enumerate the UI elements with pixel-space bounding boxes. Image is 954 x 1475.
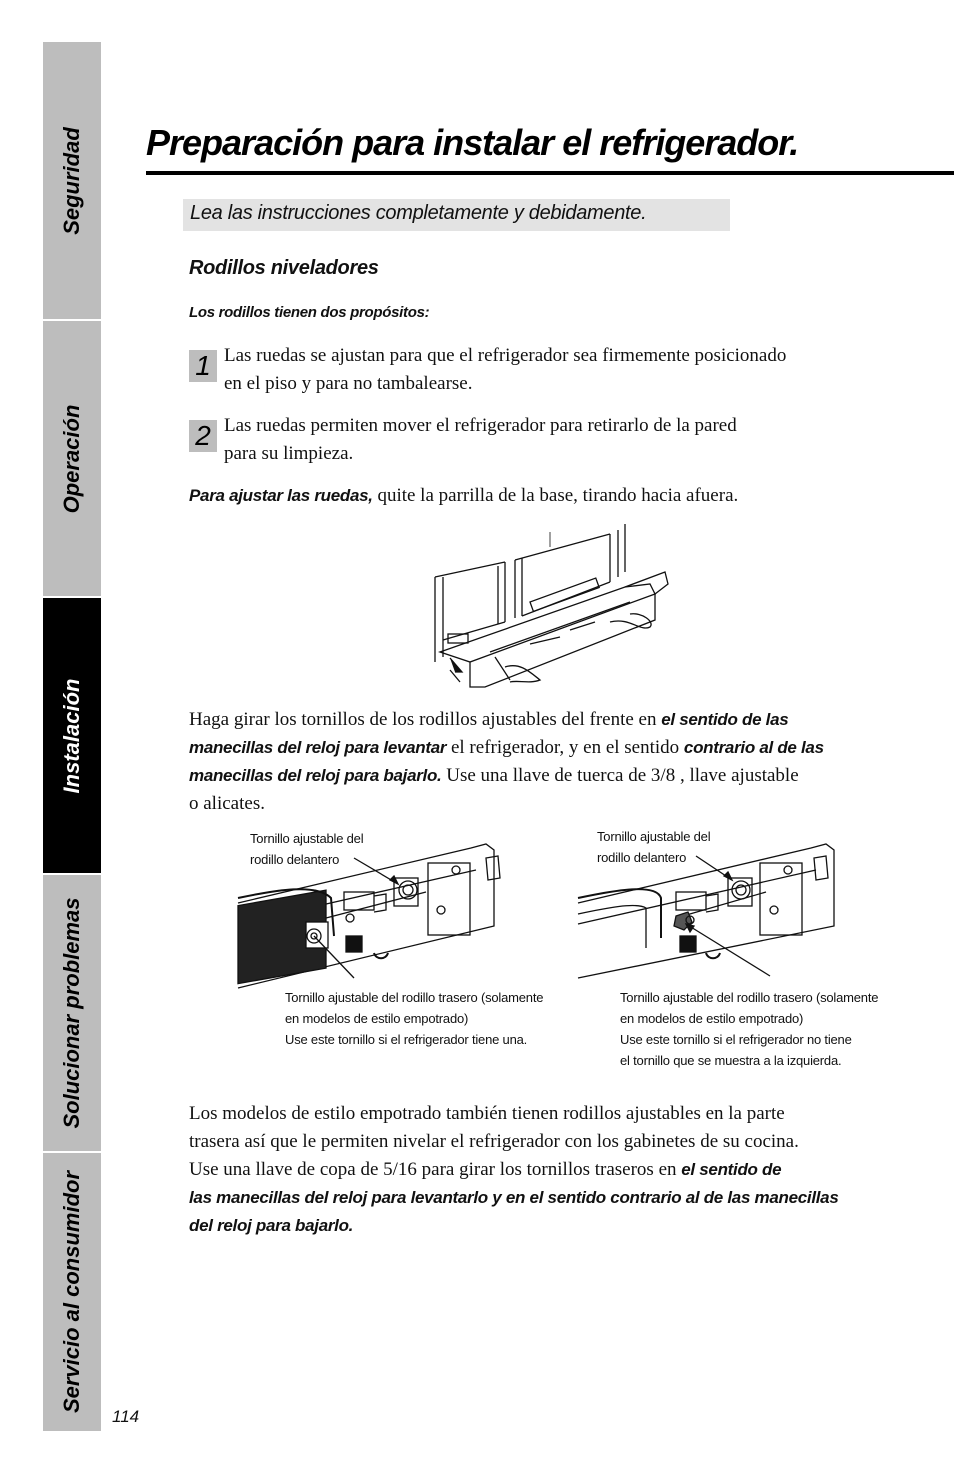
turn-bold: el sentido de las <box>661 710 789 729</box>
tab-label: Seguridad <box>59 126 84 235</box>
turn-screws-paragraph <box>189 706 919 818</box>
adjust-bold: Para ajustar las ruedas, <box>189 486 373 505</box>
caption-line: Tornillo ajustable del <box>597 829 711 844</box>
title-rule <box>146 171 954 175</box>
adjust-paragraph <box>189 482 738 510</box>
sidebar-tabs <box>43 42 101 1431</box>
caption-line: Tornillo ajustable del rodillo trasero (solamente <box>285 990 544 1005</box>
turn-text: o alicates. <box>189 793 265 814</box>
roller-adjust-diagram-right <box>576 828 866 990</box>
builtin-text: Use una llave de copa de 5/16 para girar los tornillos traseros en <box>189 1159 682 1180</box>
builtin-models-paragraph <box>189 1100 929 1240</box>
base-grille-removal-illustration <box>410 522 680 690</box>
right-rear-roller-label <box>620 987 878 1071</box>
caption-line: en modelos de estilo empotrado) <box>620 1011 804 1026</box>
caption-line: Use este tornillo si el refrigerador tiene una. <box>285 1032 528 1047</box>
step-number-1: 1 <box>189 350 217 382</box>
builtin-bold: el sentido de <box>681 1160 782 1179</box>
caption-line: en modelos de estilo empotrado) <box>285 1011 469 1026</box>
builtin-bold: las manecillas del reloj para levantarlo y en el sentido contrario al de las manecillas <box>189 1188 839 1207</box>
caption-line: rodillo delantero <box>250 852 340 867</box>
page-title: Preparación para instalar el refrigerador. <box>146 122 799 163</box>
step-line: en el piso y para no tambalearse. <box>224 373 473 394</box>
tab-label: Solucionar problemas <box>59 897 84 1129</box>
section-heading: Rodillos niveladores <box>189 257 379 279</box>
turn-bold: manecillas del reloj para levantar <box>189 738 447 757</box>
tab-label: Instalación <box>59 678 84 793</box>
instruction-banner <box>183 199 730 231</box>
caption-line: Use este tornillo si el refrigerador no tiene <box>620 1032 852 1047</box>
builtin-line: Los modelos de estilo empotrado también tienen rodillos ajustables en la parte <box>189 1103 785 1124</box>
step-line: Las ruedas permiten mover el refrigerador para retirarlo de la pared <box>224 415 737 436</box>
step-number-2: 2 <box>189 420 217 452</box>
caption-line: el tornillo que se muestra a la izquierda. <box>620 1053 842 1068</box>
builtin-line: trasera así que le permiten nivelar el refrigerador con los gabinetes de su cocina. <box>189 1131 799 1152</box>
step-line: Las ruedas se ajustan para que el refrigerador sea firmemente posicionado <box>224 345 787 366</box>
adjust-text: quite la parrilla de la base, tirando hacia afuera. <box>372 485 739 506</box>
turn-text: el refrigerador, y en el sentido <box>446 737 684 758</box>
tab-seguridad[interactable] <box>43 42 101 321</box>
tab-operacion[interactable] <box>43 321 101 598</box>
left-rear-roller-label <box>285 987 543 1050</box>
caption-line: rodillo delantero <box>597 850 687 865</box>
turn-text: Use una llave de tuerca de 3/8 , llave ajustable <box>441 765 799 786</box>
subheading: Los rodillos tienen dos propósitos: <box>189 304 430 321</box>
tab-servicio-al-consumidor[interactable] <box>43 1153 101 1431</box>
turn-text: Haga girar los tornillos de los rodillos ajustables del frente en <box>189 709 662 730</box>
builtin-bold: del reloj para bajarlo. <box>189 1216 354 1235</box>
caption-line: Tornillo ajustable del rodillo trasero (solamente <box>620 990 879 1005</box>
tab-solucionar-problemas[interactable] <box>43 875 101 1153</box>
page-number: 114 <box>112 1407 140 1426</box>
step-line: para su limpieza. <box>224 443 354 464</box>
step-text-2 <box>224 412 914 468</box>
turn-bold: contrario al de las <box>683 738 824 757</box>
tab-label: Servicio al consumidor <box>59 1170 84 1414</box>
tab-instalacion[interactable] <box>43 598 101 875</box>
caption-line: Tornillo ajustable del <box>250 831 364 846</box>
banner-text: Lea las instrucciones completamente y debidamente. <box>190 202 647 224</box>
step-text-1 <box>224 342 914 398</box>
roller-adjust-diagram-left <box>236 828 526 990</box>
tab-label: Operación <box>59 404 84 513</box>
turn-bold: manecillas del reloj para bajarlo. <box>189 766 442 785</box>
